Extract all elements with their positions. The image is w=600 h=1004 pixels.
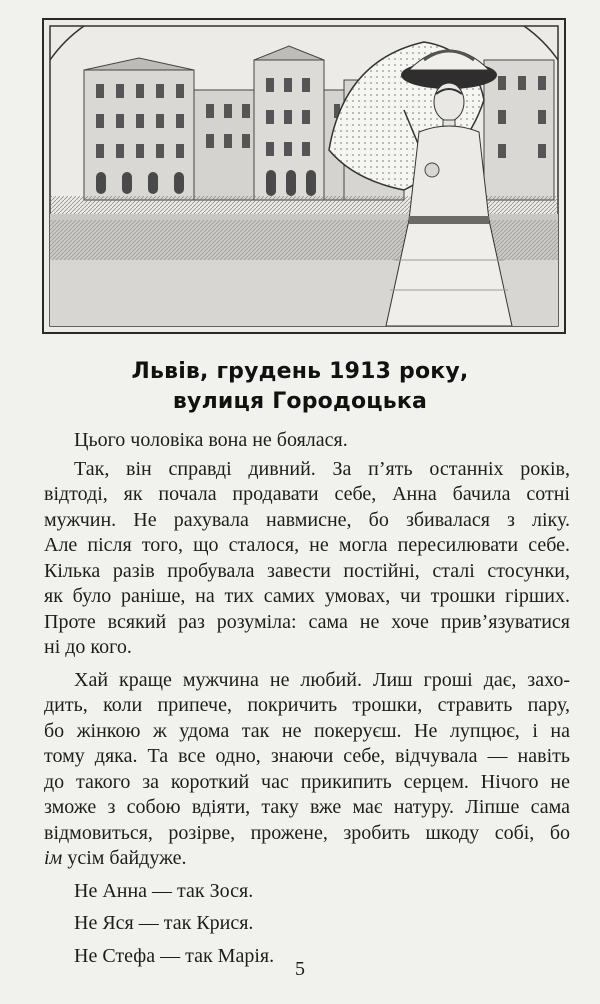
text-line: тому дяка. Та все одно, знаючи себе, відчувала — навіть — [44, 745, 570, 767]
text-line: відтоді, як почала продавати себе, Анна бачила сотні — [44, 483, 570, 505]
paragraph-2 — [44, 457, 570, 661]
text-line: зможе з собою вдіяти, таку вже має натуру. Ліпше сама — [44, 796, 570, 818]
text-line: Так, він справді дивний. За п’ять останніх років, — [74, 457, 570, 480]
text-line: до такого за короткий час прикипить серцем. Нічого не — [44, 770, 570, 793]
text-line: Кілька разів пробувала завести постійні, сталі стосунки, — [44, 559, 570, 582]
text-line: Не Анна — так Зося. — [74, 879, 254, 902]
text-line: дить, коли припече, покричить трошки, стравить пару, — [44, 694, 570, 716]
text-line: бо жінкою ж удома так не покеруєш. Не лупцює, і на — [44, 719, 570, 742]
paragraph-3 — [44, 668, 570, 872]
chapter-heading-line-2: вулиця Городоцька — [172, 389, 428, 414]
text-line: Цього чоловіка вона не боялася. — [74, 429, 348, 451]
text-line: Хай краще мужчина не любий. Лиш гроші дає, захо- — [74, 668, 570, 691]
illustration-drawing — [44, 20, 564, 332]
text-fragment: усім байдуже. — [62, 847, 187, 869]
vintage-illustration — [42, 18, 566, 334]
text-line: Не Стефа — так Марія. — [74, 944, 275, 967]
emphasis-word: ім — [44, 847, 63, 869]
text-line — [44, 846, 570, 872]
page-number: 5 — [295, 958, 305, 980]
paragraph-5 — [44, 911, 570, 937]
text-line: Проте всякий раз розуміла: сама не хоче прив’язуватися — [44, 610, 570, 633]
text-line: відмовиться, розірве, прожене, зробить шкоду собі, бо — [44, 821, 570, 844]
text-line: Не Яся — так Крися. — [74, 912, 254, 934]
text-line: Але після того, що сталося, не могла пересилювати себе. — [44, 534, 570, 556]
text-line: як було раніше, на тих самих умовах, чи трошки гірших. — [44, 585, 570, 607]
chapter-heading-line-1: Львів, грудень 1913 року, — [131, 359, 469, 384]
body-text — [44, 428, 570, 969]
text-line: ні до кого. — [44, 636, 132, 658]
paragraph-4 — [44, 879, 570, 905]
text-line: мужчин. Не рахувала навмисне, бо збивалася з ліку. — [44, 508, 570, 531]
paragraph-1 — [44, 428, 570, 454]
